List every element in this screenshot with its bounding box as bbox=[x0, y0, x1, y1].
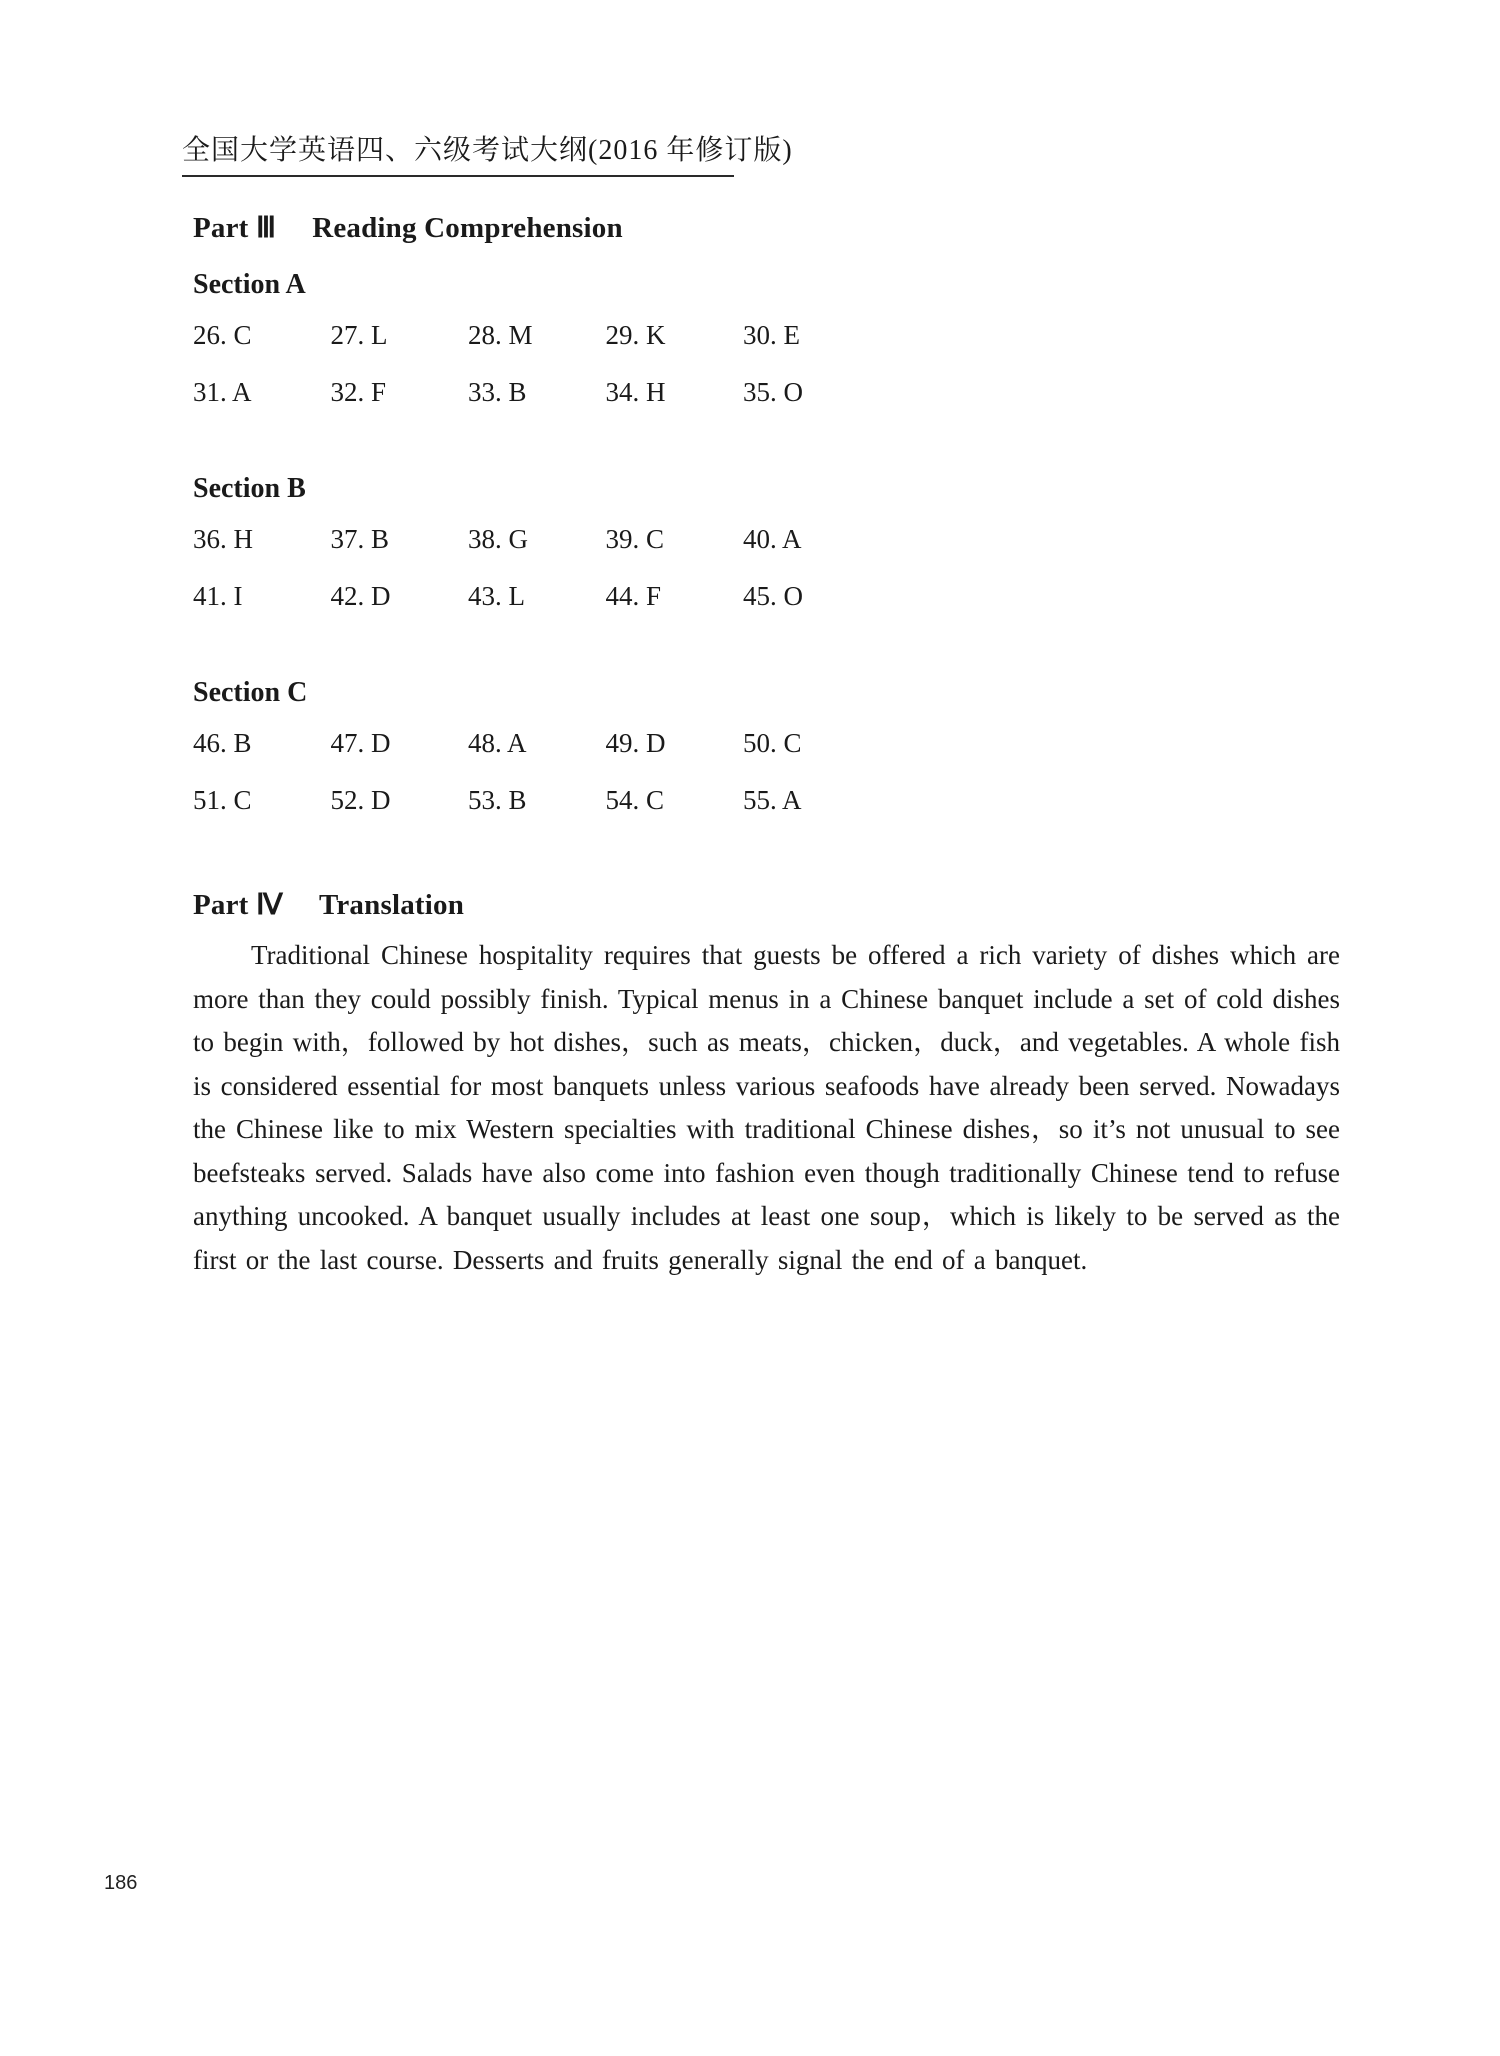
translation-paragraph: Traditional Chinese hospitality requires that guests be offered a rich variety of dishes which are more than they could possibly finish. Typical menus in a Chinese banquet include a set of cold dishes to begin with，followed by hot dishes，such as meats，chicken，duck，and vegetables. A whole fish is considered essential for most banquets unless various seafoods have already been served. Nowadays the Chinese like to mix Western specialties with traditional Chinese dishes，so it’s not unusual to see beefsteaks served. Salads have also come into fashion even though traditionally Chinese tend to refuse anything uncooked. A banquet usually includes at least one soup，which is likely to be served as the first or the last course. Desserts and fruits generally signal the end of a banquet. bbox=[193, 940, 1340, 1275]
answer-item: 49. D bbox=[605, 728, 666, 758]
page-content bbox=[182, 0, 1340, 1282]
answer-row bbox=[193, 517, 1340, 562]
part4-heading bbox=[193, 887, 1340, 922]
answer-row bbox=[193, 313, 1340, 358]
answer-item: 53. B bbox=[468, 785, 527, 815]
answer-row bbox=[193, 370, 1340, 415]
section-b-heading: Section B bbox=[193, 473, 306, 504]
answer-row bbox=[193, 778, 1340, 823]
answer-item: 32. F bbox=[330, 377, 387, 407]
answer-item: 33. B bbox=[468, 377, 527, 407]
answer-item: 39. C bbox=[605, 524, 665, 554]
answer-item: 47. D bbox=[330, 728, 391, 758]
page-number: 186 bbox=[104, 1872, 138, 1894]
answer-row bbox=[193, 574, 1340, 619]
answer-item: 50. C bbox=[743, 728, 802, 758]
part4-heading-label: Part Ⅳ bbox=[193, 889, 283, 921]
answer-item: 45. O bbox=[743, 581, 803, 611]
answer-item: 29. K bbox=[605, 320, 666, 350]
answer-item: 26. C bbox=[193, 320, 252, 350]
answer-item: 52. D bbox=[330, 785, 391, 815]
answer-item: 38. G bbox=[468, 524, 528, 554]
answer-item: 55. A bbox=[743, 785, 802, 815]
answer-item: 44. F bbox=[605, 581, 662, 611]
part3-heading-label: Part Ⅲ bbox=[193, 212, 277, 244]
answer-item: 34. H bbox=[605, 377, 666, 407]
answer-item: 48. A bbox=[468, 728, 527, 758]
answer-item: 42. D bbox=[330, 581, 391, 611]
answer-item: 51. C bbox=[193, 785, 252, 815]
answer-item: 28. M bbox=[468, 320, 533, 350]
part3-heading bbox=[193, 210, 1340, 245]
running-header-title: 全国大学英语四、六级考试大纲(2016 年修订版) bbox=[182, 128, 734, 177]
answer-row bbox=[193, 721, 1340, 766]
answer-item: 46. B bbox=[193, 728, 252, 758]
answer-item: 43. L bbox=[468, 581, 525, 611]
answer-item: 35. O bbox=[743, 377, 803, 407]
answer-item: 30. E bbox=[743, 320, 800, 350]
answer-item: 40. A bbox=[743, 524, 802, 554]
answer-item: 54. C bbox=[605, 785, 665, 815]
part4-heading-text: Translation bbox=[318, 889, 465, 921]
answer-item: 36. H bbox=[193, 524, 253, 554]
section-a-heading: Section A bbox=[193, 269, 306, 300]
answer-item: 41. I bbox=[193, 581, 243, 611]
section-c-heading: Section C bbox=[193, 677, 308, 708]
answer-item: 37. B bbox=[330, 524, 390, 554]
part3-heading-text: Reading Comprehension bbox=[312, 212, 623, 244]
answer-item: 27. L bbox=[330, 320, 388, 350]
answer-item: 31. A bbox=[193, 377, 252, 407]
